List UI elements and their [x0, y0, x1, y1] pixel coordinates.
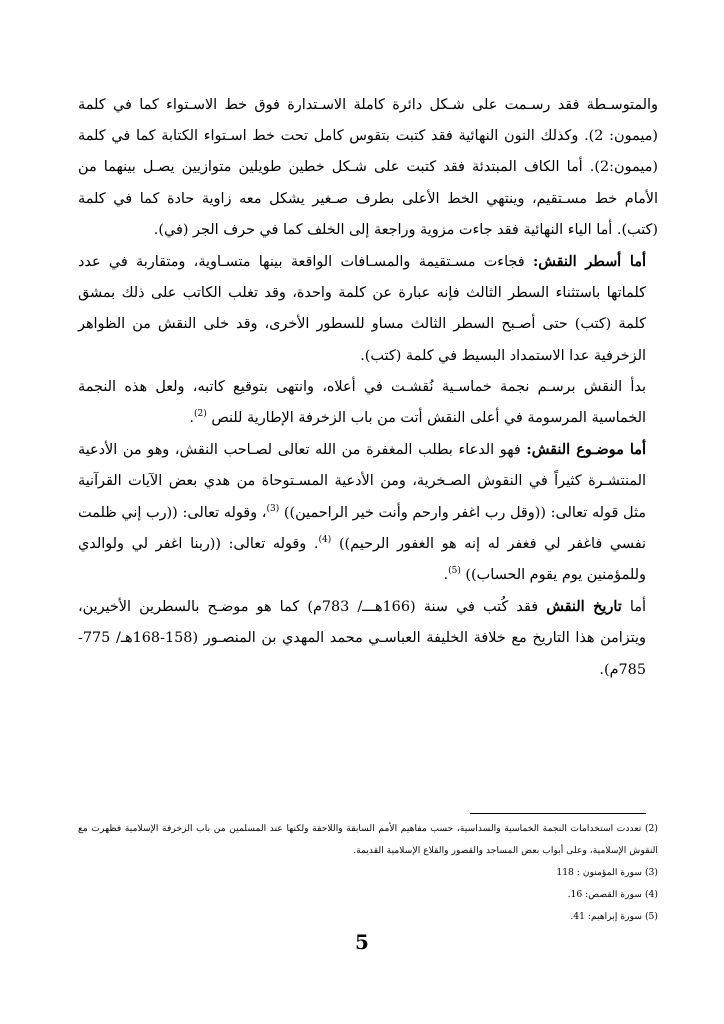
footnote-ref: (5) — [448, 566, 461, 577]
paragraph-text: فقد كُتب في سنة (166هـــ/ 783م) كما هو موضـح بالسطرين الأخيرين، ويتزامن هذا التاريخ مع خلافة الخليفة العباسـي محمد المهدي بن المنصـور (158-168هـ/ 775- 785م). — [78, 599, 646, 678]
footnote-item: (3) سورة المؤمنون : 118 — [556, 867, 658, 878]
paragraph-star — [78, 372, 658, 434]
punctuation: . — [189, 410, 194, 427]
footnote-item: (5) سورة إبراهيم: 41. — [570, 911, 658, 922]
paragraph-date — [78, 591, 658, 686]
paragraph-letter-forms — [78, 90, 658, 246]
heading-date: تاريخ النقش — [546, 598, 622, 616]
footnote-ref: (3) — [266, 503, 280, 514]
footnote-item: (2) تعددت استخدامات النجمة الخماسية والسداسية، حسب مفاهيم الأمم السابقة واللاحقة ولكنها عند المسلمين من باب الزخرفة الإسلامية فظهرت مع النقوش الإسلامية، وعلى أبواب بعض المساجد والقصور والقلاع الإسلامية القديمة. — [78, 823, 658, 856]
footnote-item: (4) سورة القصص: 16. — [567, 889, 658, 900]
paragraph-text: بدأ النقش برسـم نجمة خماسـية نُقشـت في أعلاه، وانتهى بتوقيع كاتبه، ولعل هذه النجمة الخماسية المرسومة في أعلى النقش أتت من باب الزخرفة الإطارية للنص — [78, 378, 646, 427]
paragraph-text: والمتوسـطة فقد رسـمت على شـكل دائرة كاملة الاسـتدارة فوق خط الاسـتواء كما في كلمة (ميمون: 2). وكذلك النون النهائية فقد كتبت بتقوس كامل تحت خط اسـتواء الكتابة كما في كلمة (ميمون:2). أما الكاف المبتدئة فقد كتبت على شـكل خطين طويلين متوازيين يصـل بينهما من الأمام خط مسـتقيم، وينتهي الخط الأعلى بطرف صـغير يشكل معه زاوية حادة كما في كلمة (كتب). أما الياء النهائية فقد جاءت مزوية وراجعة إلى الخلف كما في حرف الجر (في). — [78, 97, 658, 238]
paragraph-text: فجاءت مسـتقيمة والمسـافات الواقعة بينها متسـاوية، ومتقاربة في عدد كلماتها باستثناء السطر الثالث فإنه عبارة عن كلمة واحدة، وقد تغلب الكاتب على ذلك بمشق كلمة (كتب) حتى أصـبح السطر الثالث مساو للسطور الأخرى، وقد خلى النقش من الظواهر الزخرفية عدا الاستمداد البسيط في كلمة (كتب). — [78, 254, 646, 364]
heading-lines: أما أسطر النقش: — [532, 253, 647, 271]
paragraph-text: أما — [621, 599, 646, 616]
paragraph-text: فهو الدعاء بطلب المغفرة من الله تعالى لصـاحب النقش، وهو من الأدعية المنتشـرة كثيراً في النقوش الصـخرية، ومن الأدعية المسـتوحاة من هدي بعض الآيات القرآنية مثل قوله تعالى: ((وقل رب اغفر وارحم وأنت خير الراحمين)) — [78, 442, 647, 521]
footnote-separator — [470, 813, 646, 814]
paragraph-text: ، وقوله تعالى: ((رب إني ظلمت نفسي فاغفر لي فغفر له إنه هو الغفور الرحيم)) — [78, 504, 647, 552]
footnotes — [78, 818, 658, 928]
paragraph-subject — [78, 434, 658, 591]
punctuation: . — [443, 567, 449, 584]
page-number: 5 — [355, 930, 369, 954]
footnote-ref: (2) — [193, 409, 207, 420]
paragraph-lines — [78, 246, 658, 372]
heading-subject: أما موضـوع النقش: — [526, 441, 646, 459]
paragraph-text: . وقوله تعالى: ((ربنا اغفر لي ولوالدي وللمؤمنين يوم يقوم الحساب)) — [78, 535, 646, 584]
body-text — [78, 90, 658, 686]
footnote-ref: (4) — [318, 535, 332, 546]
